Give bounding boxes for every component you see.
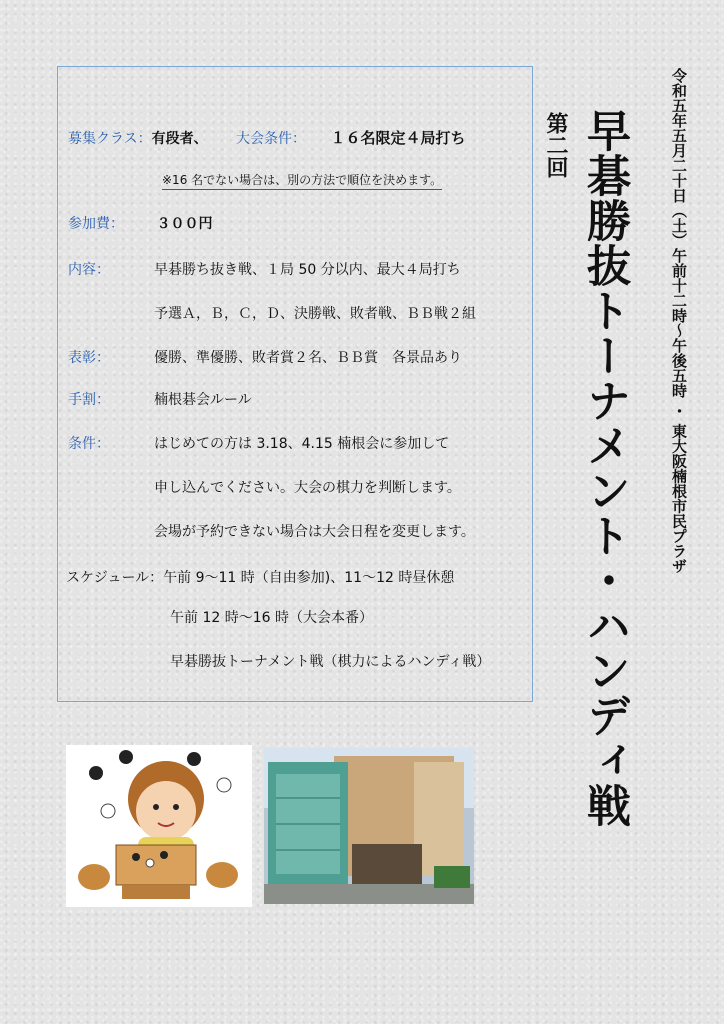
recruit-row [68, 127, 466, 148]
schedule-line-1: 午前 9～11 時（自由参加)、11～12 時昼休憩 [163, 570, 455, 586]
conditions-label: 条件： [68, 436, 110, 452]
event-title: 早碁勝抜トーナメント・ハンディ戦 [579, 108, 630, 828]
fee-row [68, 213, 212, 233]
event-subtitle: 第二回 [543, 112, 569, 178]
content-line-1: 早碁勝ち抜き戦、１局 50 分以内、最大４局打ち [154, 262, 461, 278]
content-line-2: 予選Ａ，Ｂ，Ｃ，Ｄ、決勝戦、敗者戦、ＢＢ戦２組 [154, 306, 476, 322]
go-player-illustration [66, 745, 252, 907]
info-panel [57, 66, 533, 702]
schedule-line-2: 午前 12 時～16 時（大会本番） [170, 610, 373, 626]
recruit-value: 有段者、 [151, 131, 208, 147]
fee-value: ３００円 [156, 216, 213, 232]
schedule-row [66, 567, 454, 587]
award-value: 優勝、準優勝、敗者賞２名、ＢＢ賞 各景品あり [154, 350, 462, 366]
venue-building-photo [264, 748, 474, 904]
conditions-line-2: 申し込んでください。大会の棋力を判断します。 [154, 480, 461, 496]
recruit-label: 募集クラス： [68, 131, 152, 147]
schedule-line-3: 早碁勝抜トーナメント戦（棋力によるハンディ戦） [170, 654, 491, 670]
conditions-line-1: はじめての方は 3.18、4.15 楠根会に参加して [154, 436, 450, 452]
award-label: 表彰： [68, 350, 110, 366]
handicap-value: 楠根碁会ルール [154, 392, 252, 408]
conditions-line-3: 会場が予約できない場合は大会日程を変更します。 [154, 524, 475, 540]
note-text: ※16 名でない場合は、別の方法で順位を決めます。 [162, 171, 442, 190]
handicap-label: 手割： [68, 392, 110, 408]
condition-value: １６名限定４局打ち [330, 129, 466, 147]
fee-label: 参加費： [68, 216, 124, 232]
date-venue-text: 令和五年五月二十日（土）午前十二時～午後五時 ・ 東大阪楠根市民プラザ [670, 68, 688, 574]
schedule-label: スケジュール： [66, 570, 164, 586]
content-label: 内容： [68, 262, 110, 278]
condition-label: 大会条件： [236, 131, 307, 147]
